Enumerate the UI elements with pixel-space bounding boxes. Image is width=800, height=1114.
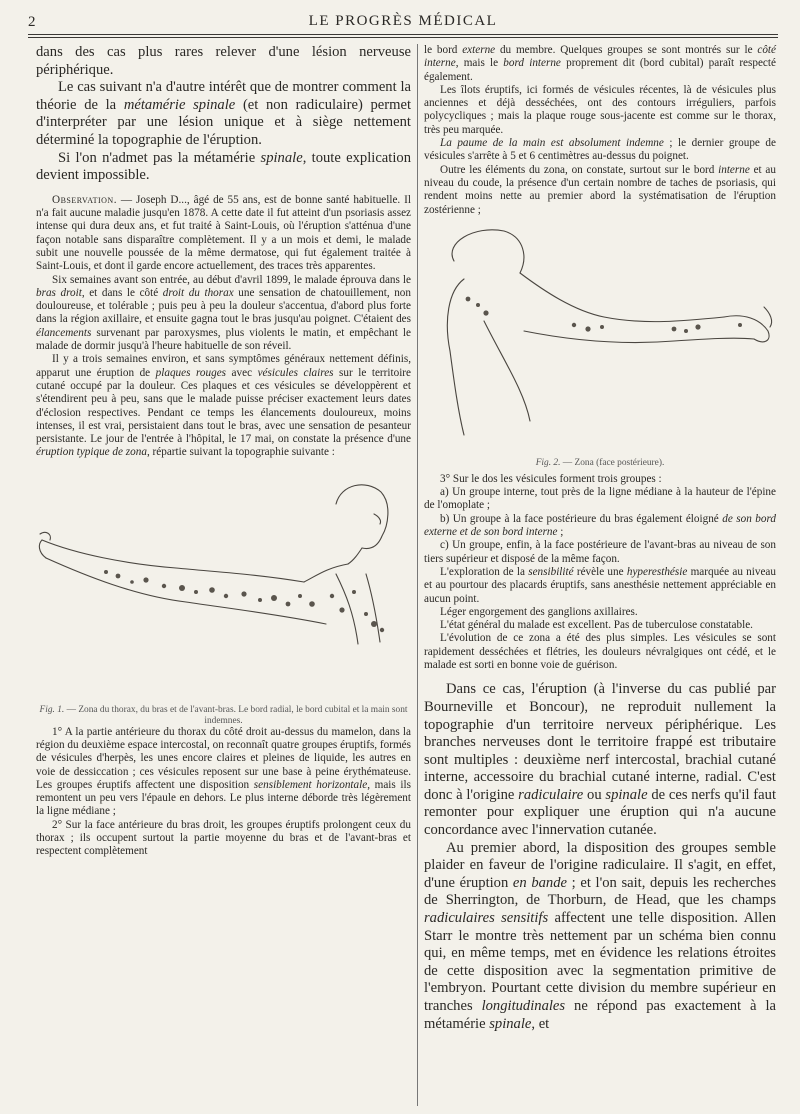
paragraph: Outre les éléments du zona, on constate, surtout sur le bord interne et au niveau du coude, la présence d'un certain nombre de taches de psoriasis, qui rendent moins nette au premier abord la systématisation de l'éruption zostérienne ; [424,163,776,216]
observation-right-continued [424,473,776,672]
paragraph: b) Un groupe à la face postérieure du bras également éloigné de son bord externe et de son bord interne ; [424,512,776,539]
paragraph: Il y a trois semaines environ, et sans symptômes généraux nettement définis, apparut une éruption de plaques rouges avec vésicules claires sur le territoire cutané occupé par la douleur. Ces plaques et ces vésicules se développèrent et s'étendirent peu à peu, sans que le malade puisse préciser exactement leurs dates d'éclosion respectives. Pendant ce temps les élancements douloureux, moins intenses, il est vrai, persistaient dans tout le bras, avec une sensation de pesanteur persistante. Le jour de l'entrée à l'hôpital, le 17 mai, on constate la présence d'une éruption typique de zona, répartie suivant la topographie suivante : [36,353,411,459]
paragraph: Léger engorgement des ganglions axillaires. [440,605,638,618]
right-column [424,44,776,1033]
observation-continued [36,726,411,859]
paragraph: L'évolution de ce zona a été des plus simples. Les vésicules se sont rapidement desséchées et flétries, les douleurs névralgiques ont cédé, et le malade est sorti en bonne voie de guérison. [424,632,776,672]
intro-text [36,44,411,185]
paragraph: La paume de la main est absolument indemne ; le dernier groupe de vésicules s'arrête à 5 et 6 centimètres au-dessus du poignet. [424,137,776,163]
observation-text [36,194,411,460]
discussion-text [424,681,776,1033]
page-header [28,10,778,32]
paragraph: Six semaines avant son entrée, au début d'avril 1899, le malade éprouva dans le bras droit, et dans le côté droit du thorax une sensation de chatouillement, non douloureuse, et tolérable ; puis peu à peu la douleur s'accentua, d'abord plus forte dans la région axillaire, et ensuite gagna tout le bras jusqu'au poignet. C'étaient des élancements survenant par paroxysmes, plus violents le matin, et empêchant le malade de dormir jusqu'à l'heure habituelle de son réveil. [36,273,411,353]
paragraph: L'exploration de la sensibilité révèle une hyperesthésie marquée au niveau et au pourtour des placards éruptifs, sans anesthésie nettement appréciable en aucun point. [424,565,776,605]
paragraph: 3° Sur le dos les vésicules forment trois groupes : [440,472,662,485]
paragraph: 1° A la partie antérieure du thorax du côté droit au-dessus du mamelon, dans la région du deuxième espace intercostal, on reconnaît quatre groupes éruptifs, formés de vésicules d'herpès, les unes encore claires et pleines de liquide, les autres en voie de dessiccation ; ces vésicules reposent sur une base à peine érythémateuse. Les groupes éruptifs affectent une disposition sensiblement horizontale, mais ils remontent un peu vers l'épaule en dehors. Le plus interne déborde très légèrement la ligne médiane ; [36,725,411,818]
paragraph: Le cas suivant n'a d'autre intérêt que de montrer comment la théorie de la métamérie spinale (et non radiculaire) permet d'interpréter par une lésion unique et à siège nettement déterminé la topographie de l'éruption. [36,79,412,148]
left-column [36,44,411,859]
paragraph: le bord externe du membre. Quelques groupes se sont montrés sur le côté interne, mais le bord interne proprement dit (bord cubital) paraît respecté également. [424,44,776,83]
header-rule [28,34,778,35]
paragraph: L'état général du malade est excellent. Pas de tuberculose constatable. [440,619,753,632]
column-divider [417,44,418,1106]
figure-1 [36,464,411,726]
header-rule-thin [28,37,778,38]
paragraph: a) Un groupe interne, tout près de la ligne médiane à la hauteur de l'épine de l'omoplate ; [424,486,776,512]
figure-1-drawing [36,464,411,700]
paragraph: Observation. — Joseph D..., âgé de 55 ans, est de bonne santé habituelle. Il n'a fait aucune maladie jusqu'en 1878. A cette date il fut atteint d'un psoriasis assez intense qui dura deux ans, et fut traité à Saint-Louis, où l'éruption s'atténua d'une façon notable sans disparaître complètement. Il y a un mois et demi, le malade subit une nouvelle poussée de la même dermatose, qui fut également traitée à Saint-Louis, et dont il garde encore actuellement, des traces très apparentes. [36,193,411,273]
paragraph: Dans ce cas, l'éruption (à l'inverse du cas publié par Bourneville et Boncour), ne reproduit nullement la topographie d'un territoire nerveux périphérique. Les branches nerveuses dont le territoire frappé est tributaire sont multiples : deuxième nerf intercostal, brachial cutané interne, accessoire du brachial cutané interne, radial. C'est donc à l'origine radiculaire ou spinale de ces nerfs qu'il faut remonter pour expliquer une éruption qui n'a aucune concordance avec l'innervation cutanée. [424,681,776,839]
paragraph: Au premier abord, la disposition des groupes semble plaider en faveur de l'origine radiculaire. Il s'agit, en effet, d'une éruption en bande ; et l'on sait, depuis les recherches de Sherrington, de Thorburn, de Head, que les champs radiculaires sensitifs affectent une telle disposition. Allen Starr le montre très nettement par un schéma bien connu qui, en même temps, met en évidence les relations étroites de cette disposition avec la segmentation primitive de l'embryon. Pourtant cette division du membre supérieur en tranches longitudinales ne répond pas exactement à la métamérie spinale, et [424,839,777,1032]
observation-right [424,44,776,217]
figure-1-caption: Fig. 1. — Zona du thorax, du bras et de l'avant-bras. Le bord radial, le bord cubital et la main sont indemnes. [39,704,408,726]
paragraph: 2° Sur la face antérieure du bras droit, les groupes éruptifs prolongent ceux du thorax ; ils occupent surtout la partie moyenne du bras et de l'avant-bras et respectent complètement [36,818,411,858]
running-title: LE PROGRÈS MÉDICAL [308,13,498,29]
paragraph: dans des cas plus rares relever d'une lésion nerveuse périphérique. [36,44,411,78]
paragraph: Les îlots éruptifs, ici formés de vésicules récentes, là de vésicules plus anciennes et déjà desséchées, ont des contours irréguliers, parfois polycycliques ; mais la plaque rouge sous-jacente est comme sur le thorax, très peu marquée. [424,83,776,136]
observation-label: Observation. [52,193,117,206]
figure-2 [424,221,776,473]
paragraph: c) Un groupe, enfin, à la face postérieure de l'avant-bras au niveau de son tiers supérieur et disposé de la même façon. [424,539,776,565]
figure-2-drawing [424,221,776,453]
paragraph: Si l'on n'admet pas la métamérie spinale, toute explication devient impossible. [36,149,411,184]
page-number: 2 [28,14,36,30]
figure-2-caption: Fig. 2. — Zona (face postérieure). [535,457,665,468]
